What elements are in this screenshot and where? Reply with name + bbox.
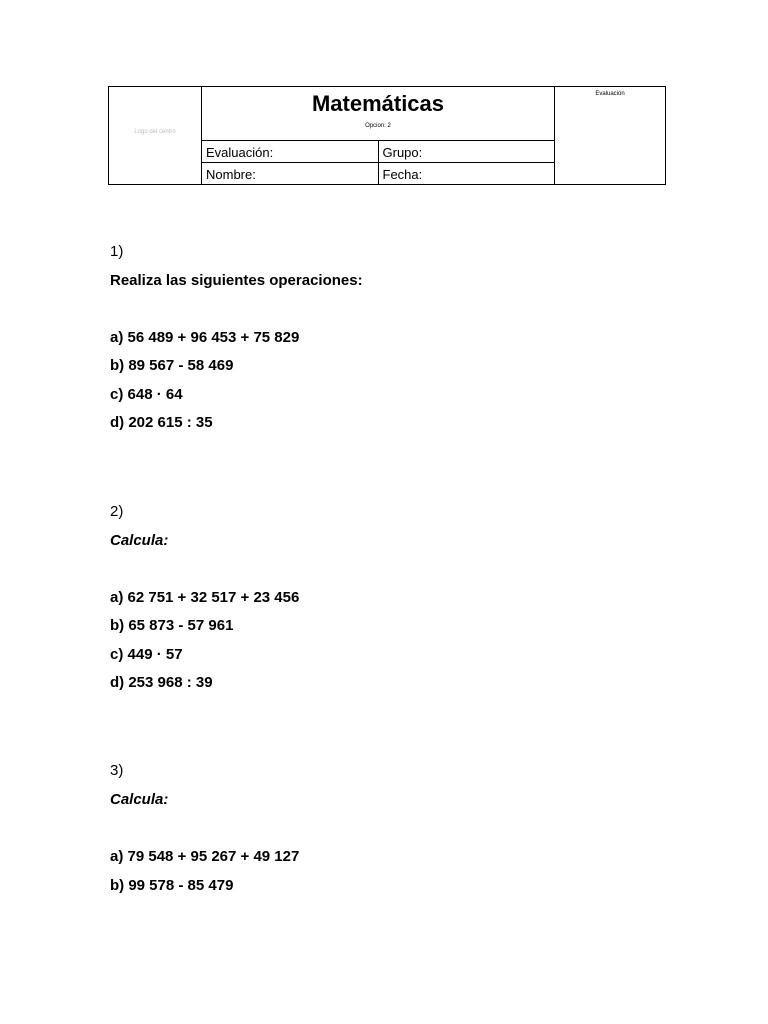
question-2-item-b: b) 65 873 - 57 961 xyxy=(110,617,234,634)
question-1-instruction: Realiza las siguientes operaciones: xyxy=(110,272,363,289)
evaluacion-field[interactable]: Evaluación: xyxy=(202,141,379,163)
logo-placeholder: Logo del centro xyxy=(134,129,176,135)
evaluation-box-label: Evaluación xyxy=(595,91,625,97)
fecha-field[interactable]: Fecha: xyxy=(378,163,555,185)
question-2-item-a: a) 62 751 + 32 517 + 23 456 xyxy=(110,589,300,606)
question-1-item-d: d) 202 615 : 35 xyxy=(110,414,213,431)
exam-header-table xyxy=(108,86,666,185)
title-cell xyxy=(202,87,555,141)
question-3-item-a: a) 79 548 + 95 267 + 49 127 xyxy=(110,848,300,865)
question-2-item-c: c) 449 · 57 xyxy=(110,646,183,663)
question-1-item-b: b) 89 567 - 58 469 xyxy=(110,357,234,374)
page-title: Matemáticas xyxy=(311,91,445,116)
evaluation-box xyxy=(555,87,666,185)
question-3-item-b: b) 99 578 - 85 479 xyxy=(110,877,234,894)
nombre-field[interactable]: Nombre: xyxy=(202,163,379,185)
question-2-instruction: Calcula: xyxy=(110,532,169,549)
option-label: Opcion: 2 xyxy=(365,123,391,129)
grupo-field[interactable]: Grupo: xyxy=(378,141,555,163)
logo-cell xyxy=(109,87,202,185)
question-1-number: 1) xyxy=(110,243,124,260)
question-1-item-a: a) 56 489 + 96 453 + 75 829 xyxy=(110,329,300,346)
question-2-number: 2) xyxy=(110,503,124,520)
question-3-instruction: Calcula: xyxy=(110,791,169,808)
question-1-item-c: c) 648 · 64 xyxy=(110,386,183,403)
question-3-number: 3) xyxy=(110,762,124,779)
question-2-item-d: d) 253 968 : 39 xyxy=(110,674,213,691)
